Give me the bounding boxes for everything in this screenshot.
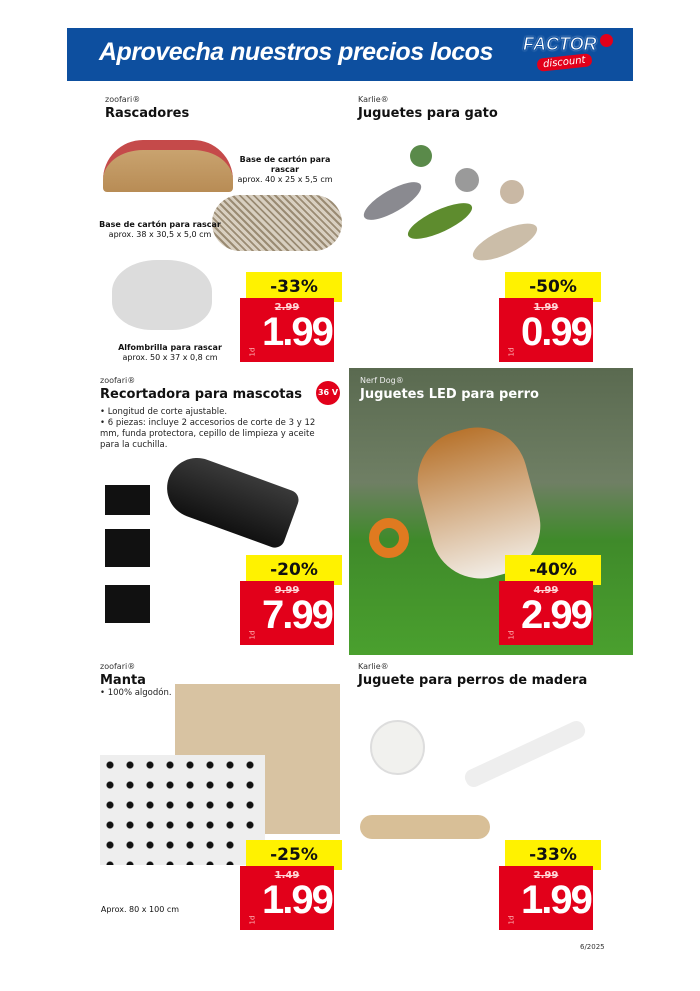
product-title: Manta — [100, 673, 146, 688]
product-rascadores[interactable]: zoofari® Rascadores — [105, 95, 190, 121]
comb-attachments-image — [105, 485, 150, 635]
old-price: 9.99 — [274, 585, 300, 596]
scratcher-image — [103, 140, 233, 192]
voltage-badge: 36 V — [316, 381, 340, 405]
wooden-dog-toys-image — [360, 695, 610, 845]
price-tag: -20% 9.99 7.99 1d — [240, 555, 340, 647]
scratch-mat-image — [112, 260, 212, 330]
product-manta[interactable]: zoofari® Manta • 100% algodón. — [100, 662, 172, 698]
discount-label: -33% — [246, 272, 342, 302]
discount-label: -25% — [246, 840, 342, 870]
old-price: 1.49 — [274, 870, 300, 881]
old-price: 2.99 — [533, 870, 559, 881]
old-price: 4.99 — [533, 585, 559, 596]
product-recortadora[interactable]: zoofari® Recortadora para mascotas — [100, 376, 315, 402]
price: 1.99 — [262, 310, 332, 354]
product-bullets: • Longitud de corte ajustable. • 6 piezas: incluye 2 accesorios de corte de 3 y 12 mm, funda protectora, cepillo de limpieza y aceite para la cuchilla. — [100, 407, 316, 450]
product-juguetes-gato[interactable]: Karlie® Juguetes para gato — [358, 95, 498, 121]
product-title: Juguetes para gato — [358, 106, 498, 121]
old-price: 1.99 — [533, 302, 559, 313]
factor-discount-logo: FACTOR discount — [523, 34, 619, 76]
price-tag: -50% 1.99 0.99 1d — [499, 272, 599, 364]
discount-label: -50% — [505, 272, 601, 302]
page-title: Aprovecha nuestros precios locos — [99, 38, 493, 66]
price-tag: -40% 4.99 2.99 1d — [499, 555, 599, 647]
page-footer-date: 6/2025 — [580, 943, 605, 951]
price-tag: -33% 2.99 1.99 1d — [240, 272, 340, 364]
discount-label: -20% — [246, 555, 342, 585]
price: 7.99 — [262, 593, 332, 637]
price: 2.99 — [521, 593, 591, 637]
clipper-image — [159, 450, 302, 551]
price: 1.99 — [521, 878, 591, 922]
price-tag: -33% 2.99 1.99 1d — [499, 840, 599, 932]
price: 1.99 — [262, 878, 332, 922]
product-title: Juguete para perros de madera — [358, 673, 588, 688]
header-banner — [67, 28, 633, 81]
price-tag: -25% 1.49 1.99 1d — [240, 840, 340, 932]
cat-toys-image — [360, 140, 590, 280]
product-juguetes-led[interactable]: Nerf Dog® Juguetes LED para perro — [360, 376, 539, 402]
old-price: 2.99 — [274, 302, 300, 313]
discount-label: -40% — [505, 555, 601, 585]
product-title: Rascadores — [105, 106, 190, 121]
product-title: Recortadora para mascotas — [100, 387, 303, 402]
price: 0.99 — [521, 310, 591, 354]
discount-label: -33% — [505, 840, 601, 870]
product-juguete-madera[interactable]: Karlie® Juguete para perros de madera — [358, 662, 588, 688]
scratcher-oval-image — [212, 195, 342, 251]
product-title: Juguetes LED para perro — [360, 387, 539, 402]
